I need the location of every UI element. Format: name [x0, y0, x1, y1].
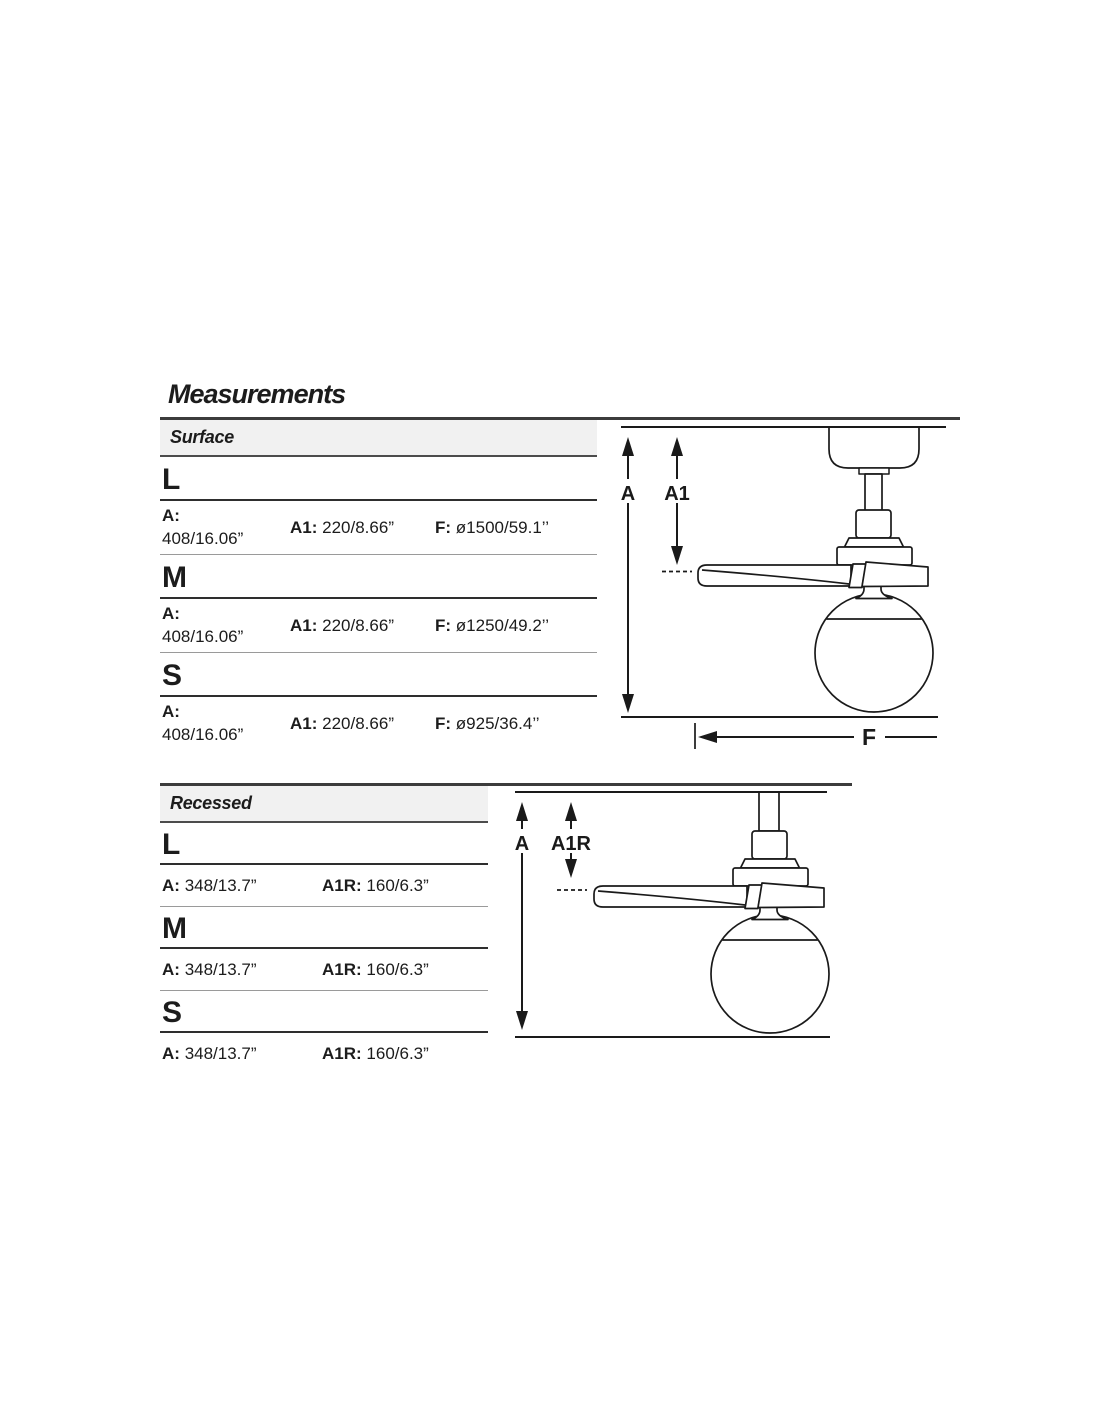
size-letter: M — [162, 912, 187, 945]
downrod — [865, 474, 882, 511]
dimension-a — [510, 802, 534, 1030]
dim-f-label: F: — [435, 615, 452, 635]
arrowhead-down-icon — [516, 1011, 528, 1030]
dim-label-a1r: A1R — [550, 833, 592, 855]
dimension-a — [616, 437, 640, 713]
dimension-f — [695, 723, 937, 750]
dim-a-label: A: — [162, 702, 180, 722]
canopy-collar — [859, 468, 889, 474]
arrowhead-up-icon — [671, 437, 683, 456]
dim-label-f: F — [861, 724, 877, 750]
dim-a1r-value: 160/6.3” — [366, 959, 429, 979]
dim-f-value: ø925/36.4’’ — [455, 713, 540, 733]
size-letter: S — [162, 996, 183, 1029]
dim-a-value: 408/16.06” — [162, 528, 244, 548]
dim-label-a: A — [620, 483, 636, 505]
arrowhead-left-icon — [698, 731, 717, 743]
surface-header-label: Surface — [170, 427, 234, 447]
dim-a1-label: A1: — [290, 713, 318, 733]
dim-a1r-label: A1R: — [322, 875, 362, 895]
arrowhead-down-icon — [565, 859, 577, 878]
dim-a1-label: A1: — [290, 615, 318, 635]
dim-a1-label: A1: — [290, 517, 318, 537]
fan-assembly-surface — [698, 510, 933, 712]
dim-a-value: 408/16.06” — [162, 626, 244, 646]
dim-f-value: ø1500/59.1’’ — [455, 517, 550, 537]
dim-a-label: A: — [162, 875, 180, 895]
arrowhead-down-icon — [622, 694, 634, 713]
dim-a1r-label: A1R: — [322, 1043, 362, 1063]
page-title: Measurements — [168, 379, 346, 409]
size-letter: M — [162, 561, 187, 594]
dim-label-a: A — [514, 833, 530, 855]
dim-label-a1: A1 — [664, 483, 690, 505]
recessed-diagram — [510, 792, 830, 1037]
dim-a-value: 348/13.7” — [184, 875, 257, 895]
dim-f-value: ø1250/49.2’’ — [455, 615, 550, 635]
dimension-a1r — [547, 802, 595, 890]
arrowhead-up-icon — [516, 802, 528, 821]
recessed-header-label: Recessed — [170, 793, 252, 813]
size-letter: L — [162, 828, 181, 861]
dim-a1r-label: A1R: — [322, 959, 362, 979]
dim-a-label: A: — [162, 1043, 180, 1063]
dim-a-value: 408/16.06” — [162, 724, 244, 744]
dim-a-value: 348/13.7” — [184, 959, 257, 979]
dim-a1-value: 220/8.66” — [322, 517, 394, 537]
dim-a1-value: 220/8.66” — [322, 713, 394, 733]
downrod — [759, 792, 779, 831]
arrowhead-down-icon — [671, 546, 683, 565]
dim-a-value: 348/13.7” — [184, 1043, 257, 1063]
size-letter: S — [162, 659, 183, 692]
dim-a-label: A: — [162, 506, 180, 526]
size-letter: L — [162, 463, 181, 496]
dimension-a1 — [658, 437, 696, 572]
dim-a-label: A: — [162, 604, 180, 624]
arrowhead-up-icon — [622, 437, 634, 456]
dim-f-label: F: — [435, 517, 452, 537]
dim-a1r-value: 160/6.3” — [366, 875, 429, 895]
dim-a1r-value: 160/6.3” — [366, 1043, 429, 1063]
ceiling-canopy — [829, 427, 919, 468]
dim-a1-value: 220/8.66” — [322, 615, 394, 635]
surface-diagram — [616, 427, 946, 750]
arrowhead-up-icon — [565, 802, 577, 821]
dim-a-label: A: — [162, 959, 180, 979]
dim-f-label: F: — [435, 713, 452, 733]
fan-assembly-recessed — [594, 831, 829, 1033]
